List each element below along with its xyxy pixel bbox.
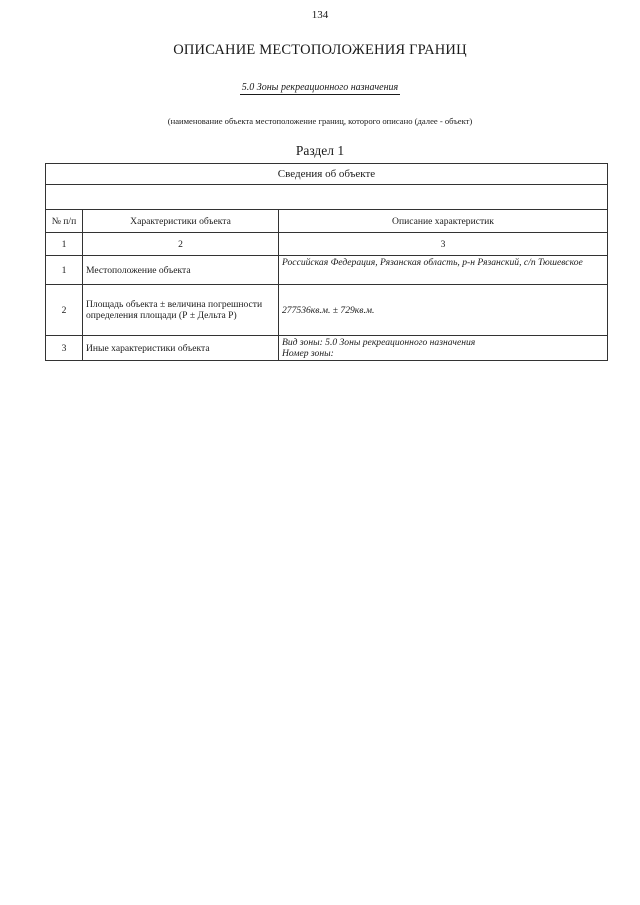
column-number-row: [46, 233, 608, 256]
row-description: [279, 336, 608, 361]
page-number: 134: [311, 9, 329, 21]
zone-number-text: Номер зоны:: [282, 348, 334, 359]
row-description: 277536кв.м. ± 729кв.м.: [279, 285, 608, 336]
row-description: Российская Федерация, Рязанская область, р-н Рязанский, с/п Тюшевское: [279, 256, 608, 285]
object-name-caption: (наименование объекта местоположение границ, которого описано (далее - объект): [167, 116, 473, 126]
table-blank-row: [46, 185, 608, 210]
column-header-number: № п/п: [46, 210, 83, 233]
document-title: ОПИСАНИЕ МЕСТОПОЛОЖЕНИЯ ГРАНИЦ: [173, 42, 467, 58]
row-characteristic: Местоположение объекта: [83, 256, 279, 285]
table-header: Сведения об объекте: [46, 164, 608, 185]
row-number: 3: [46, 336, 83, 361]
column-number-3: 3: [279, 233, 608, 256]
table-row: [46, 336, 608, 361]
column-number-2: 2: [83, 233, 279, 256]
row-characteristic: Площадь объекта ± величина погрешности определения площади (Р ± Дельта Р): [83, 285, 279, 336]
table-row: [46, 285, 608, 336]
column-header-description: Описание характеристик: [279, 210, 608, 233]
column-header-characteristic: Характеристики объекта: [83, 210, 279, 233]
table-header-row: [46, 164, 608, 185]
column-header-row: [46, 210, 608, 233]
row-number: 1: [46, 256, 83, 285]
row-characteristic: Иные характеристики объекта: [83, 336, 279, 361]
object-info-table: [45, 163, 608, 361]
table-row: [46, 256, 608, 285]
object-name: [0, 82, 640, 93]
object-name-text: 5.0 Зоны рекреационного назначения: [241, 82, 399, 93]
section-label: Раздел 1: [295, 143, 345, 158]
row-number: 2: [46, 285, 83, 336]
table-blank-cell: [46, 185, 608, 210]
column-number-1: 1: [46, 233, 83, 256]
zone-type-text: Вид зоны: 5.0 Зоны рекреационного назначения: [282, 337, 476, 348]
